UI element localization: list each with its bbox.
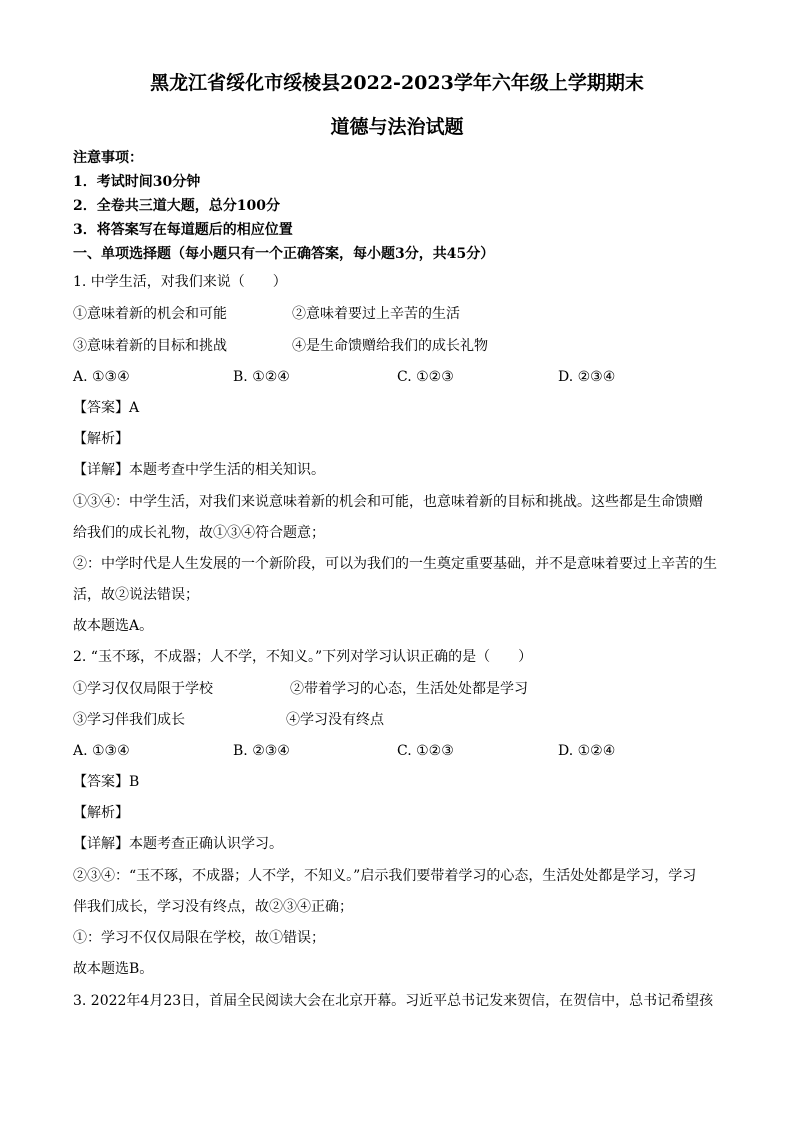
q1-answer: 【答案】A <box>73 400 140 416</box>
q1-detail: 【详解】本题考查中学生活的相关知识。 <box>73 462 325 478</box>
notes-heading: 注意事项： <box>73 150 143 166</box>
q2-option-2: ②带着学习的心态，生活处处都是学习 <box>290 681 528 697</box>
q2-explanation-1b: 伴我们成长，学习没有终点，故②③④正确； <box>73 899 353 915</box>
q2-choice-b: B. ②③④ <box>233 743 290 759</box>
q1-choice-d: D. ②③④ <box>558 369 616 385</box>
q2-explanation-2: ①：学习不仅仅局限在学校，故①错误； <box>73 930 325 946</box>
q1-choice-b: B. ①②④ <box>233 369 290 385</box>
q2-choice-c: C. ①②③ <box>397 743 454 759</box>
q2-analysis: 【解析】 <box>73 805 129 821</box>
q1-option-1: ①意味着新的机会和可能 <box>73 306 227 322</box>
note-item-3: 3．将答案写在每道题后的相应位置 <box>73 222 293 238</box>
q1-conclusion: 故本题选A。 <box>73 618 154 634</box>
section-heading: 一、单项选择题（每小题只有一个正确答案，每小题3分，共45分） <box>73 246 495 262</box>
q1-explanation-2a: ②：中学时代是人生发展的一个新阶段，可以为我们的一生奠定重要基础，并不是意味着要过上辛苦的生 <box>73 556 717 572</box>
q2-option-3: ③学习伴我们成长 <box>73 712 185 728</box>
q2-conclusion: 故本题选B。 <box>73 961 154 977</box>
q2-explanation-1a: ②③④：“玉不琢，不成器；人不学，不知义。”启示我们要带着学习的心态，生活处处都是学习，学习 <box>73 868 697 884</box>
q1-option-3: ③意味着新的目标和挑战 <box>73 338 227 354</box>
q2-option-4: ④学习没有终点 <box>286 712 384 728</box>
page-subtitle: 道德与法治试题 <box>330 116 464 138</box>
q1-analysis: 【解析】 <box>73 431 129 447</box>
q1-choice-a: A. ①③④ <box>73 369 130 385</box>
q1-option-4: ④是生命馈赠给我们的成长礼物 <box>292 338 488 354</box>
q1-explanation-1a: ①③④：中学生活，对我们来说意味着新的机会和可能，也意味着新的目标和挑战。这些都是生命馈赠 <box>73 494 703 510</box>
q1-stem: 1. 中学生活，对我们来说（ ） <box>73 274 287 290</box>
q2-choice-a: A. ①③④ <box>73 743 130 759</box>
note-item-2: 2．全卷共三道大题，总分100分 <box>73 198 280 214</box>
q2-choice-d: D. ①②④ <box>558 743 616 759</box>
q1-choice-c: C. ①②③ <box>397 369 454 385</box>
q1-explanation-2b: 活，故②说法错误； <box>73 587 199 603</box>
q2-option-1: ①学习仅仅局限于学校 <box>73 681 213 697</box>
q1-option-2: ②意味着要过上辛苦的生活 <box>292 306 460 322</box>
q3-stem: 3. 2022年4月23日，首届全民阅读大会在北京开幕。习近平总书记发来贺信，在贺信中，总书记希望孩 <box>73 993 714 1009</box>
q1-explanation-1b: 给我们的成长礼物，故①③④符合题意； <box>73 525 325 541</box>
q2-answer: 【答案】B <box>73 774 140 790</box>
page-title: 黑龙江省绥化市绥棱县2022-2023学年六年级上学期期末 <box>150 72 644 94</box>
q2-stem: 2. “玉不琢，不成器；人不学，不知义。”下列对学习认识正确的是（ ） <box>73 649 533 665</box>
q2-detail: 【详解】本题考查正确认识学习。 <box>73 836 283 852</box>
note-item-1: 1．考试时间30分钟 <box>73 174 201 190</box>
